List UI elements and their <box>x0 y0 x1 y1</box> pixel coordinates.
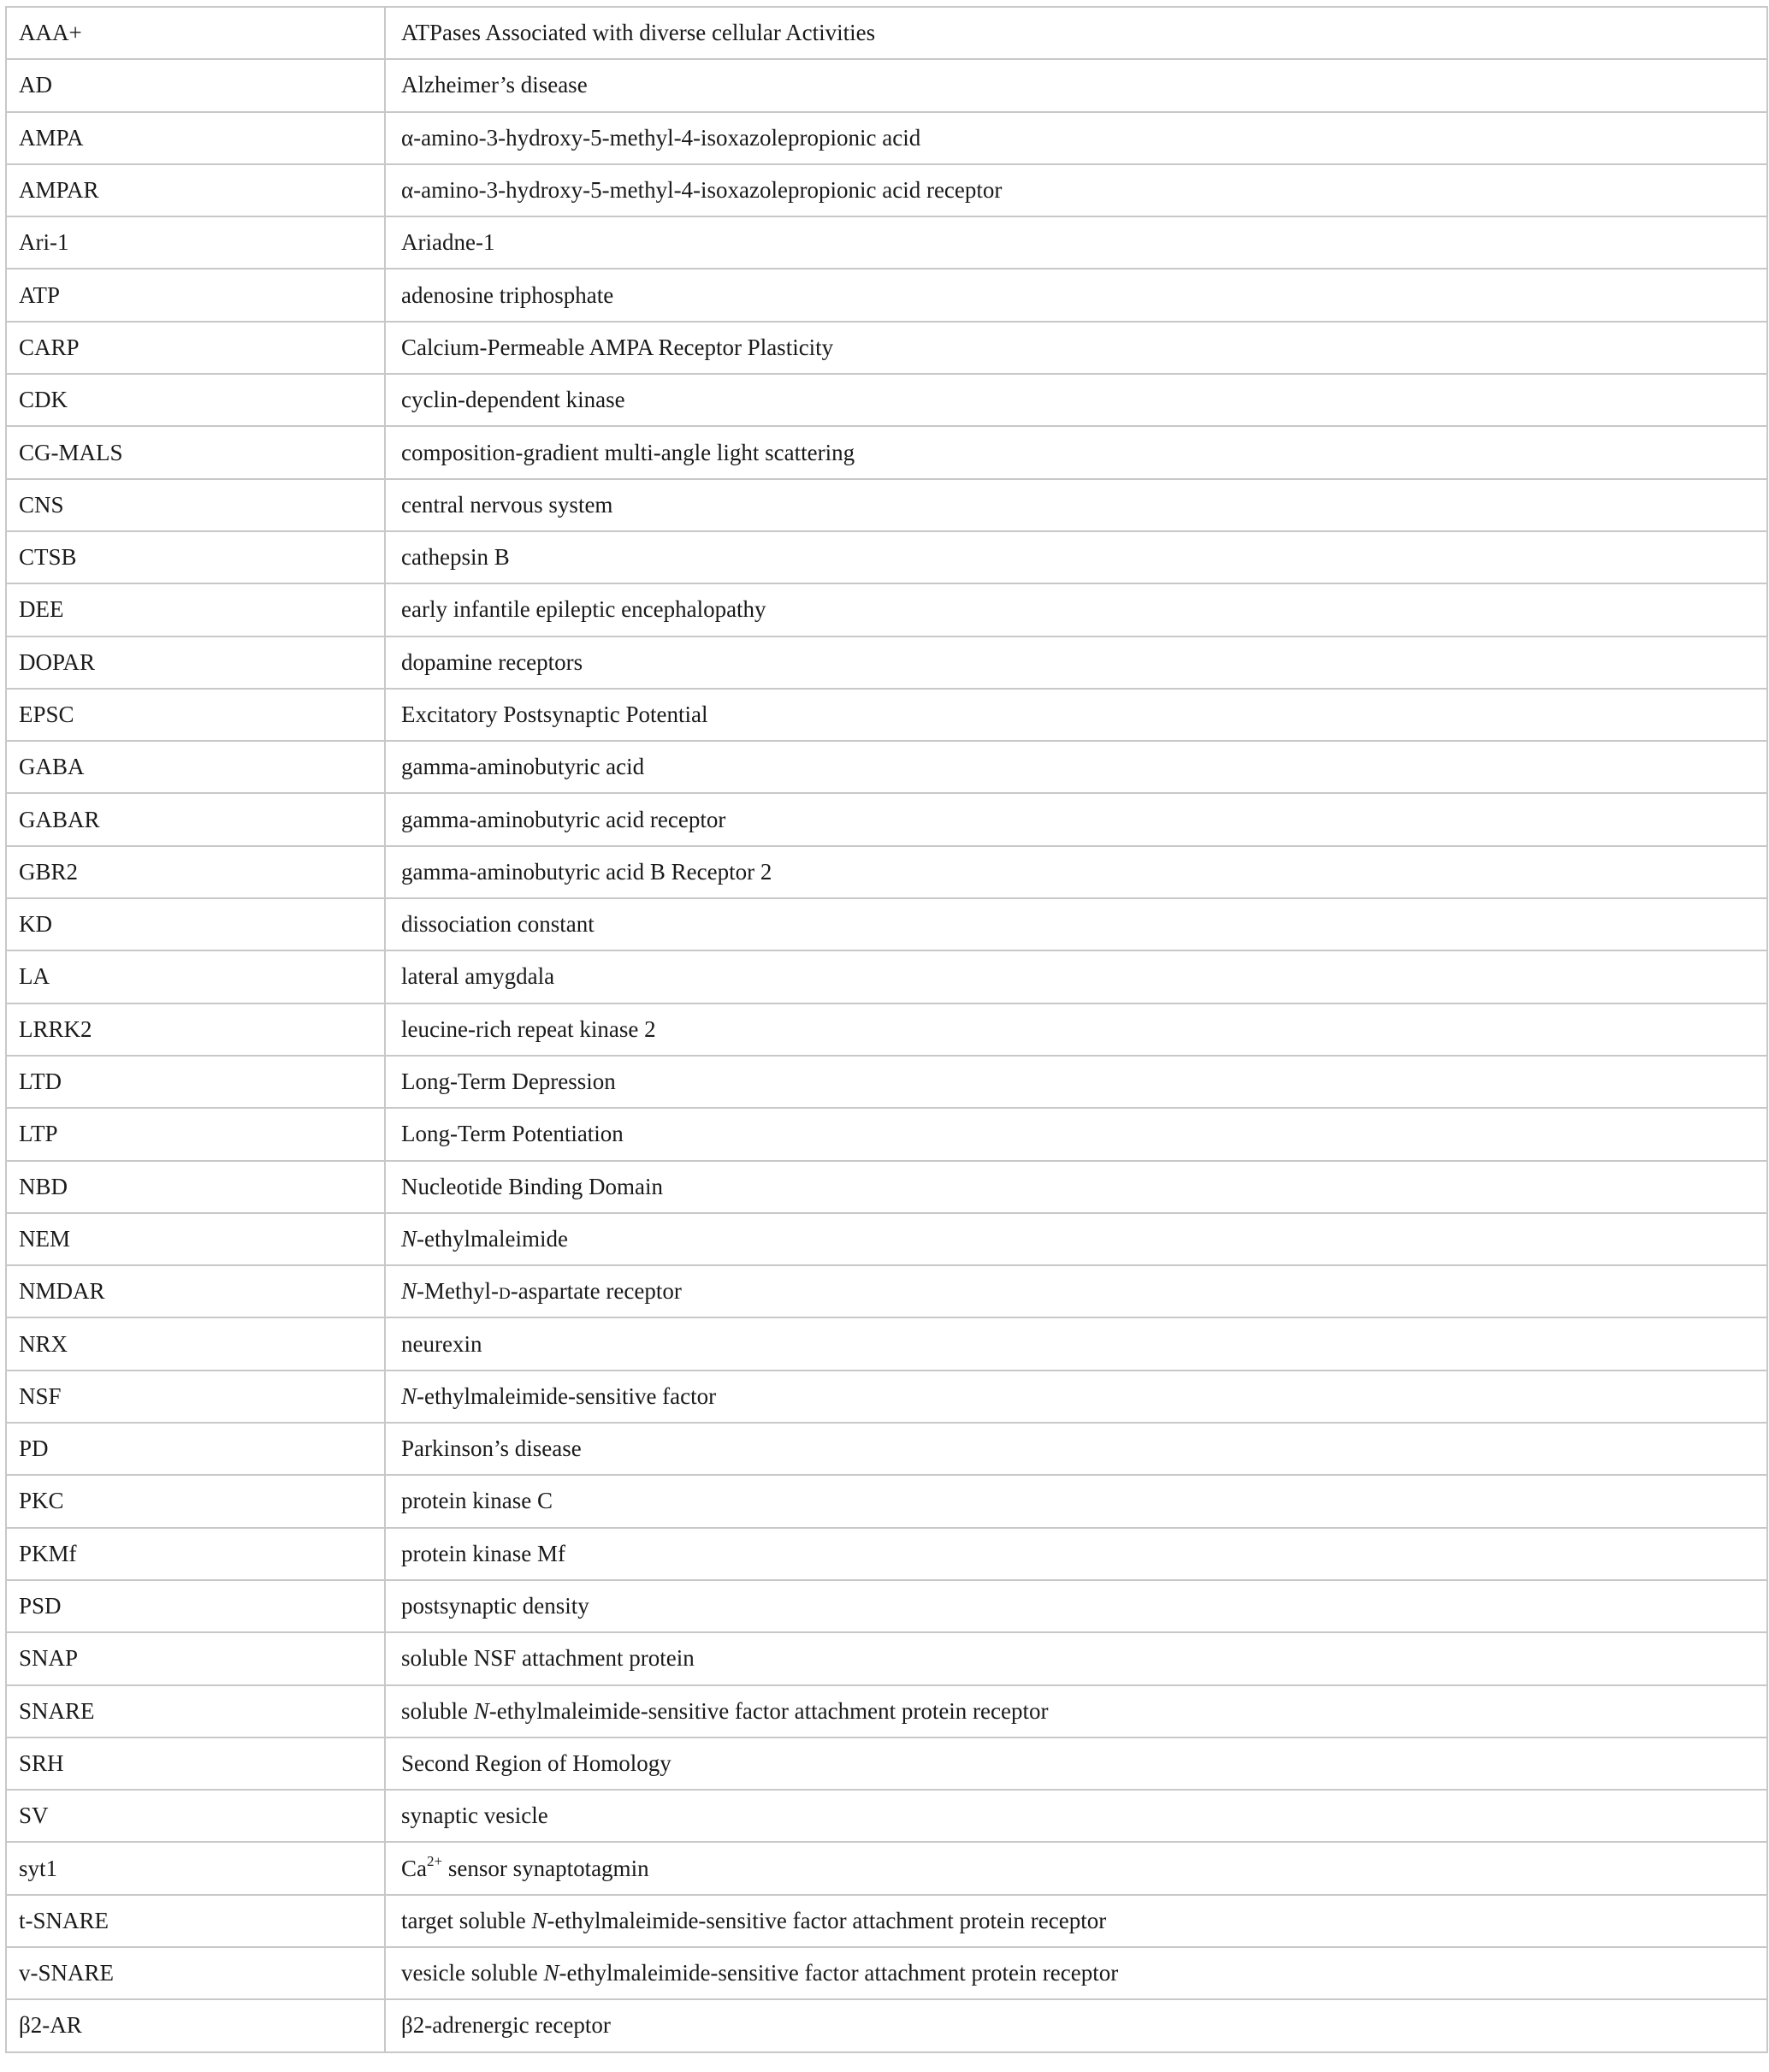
definition-text-segment: Excitatory Postsynaptic Potential <box>401 702 708 727</box>
table-row <box>6 636 1767 689</box>
table-row <box>6 1161 1767 1213</box>
definition-cell <box>385 1317 1767 1370</box>
table-row <box>6 1738 1767 1790</box>
table-row <box>6 1632 1767 1684</box>
abbreviation-cell: AMPA <box>6 112 385 164</box>
definition-cell <box>385 1790 1767 1842</box>
definition-italic-segment: N <box>401 1382 417 1409</box>
definition-cell <box>385 1475 1767 1527</box>
definition-cell <box>385 216 1767 269</box>
definition-text-segment: protein kinase C <box>401 1488 553 1514</box>
abbreviation-cell: KD <box>6 898 385 950</box>
abbreviation-cell: SNARE <box>6 1685 385 1738</box>
definition-cell <box>385 1265 1767 1317</box>
definition-text-segment: dissociation constant <box>401 911 595 938</box>
definition-cell <box>385 1842 1767 1894</box>
table-row <box>6 1213 1767 1265</box>
definition-text-segment: Parkinson’s disease <box>401 1436 582 1462</box>
definition-cell <box>385 479 1767 531</box>
definition-text-segment: protein kinase Mf <box>401 1540 565 1566</box>
abbreviation-cell: PD <box>6 1423 385 1475</box>
abbreviation-cell: β2-AR <box>6 1999 385 2051</box>
table-row <box>6 1475 1767 1527</box>
abbreviation-cell: LRRK2 <box>6 1003 385 1056</box>
definition-text-segment: Alzheimer’s disease <box>401 72 588 98</box>
definition-cell <box>385 636 1767 689</box>
definition-text-segment: cyclin-dependent kinase <box>401 387 625 413</box>
definition-cell <box>385 1895 1767 1947</box>
table-row <box>6 950 1767 1003</box>
abbreviation-cell: EPSC <box>6 689 385 741</box>
abbreviation-cell: Ari-1 <box>6 216 385 269</box>
definition-cell <box>385 898 1767 950</box>
table-row <box>6 741 1767 793</box>
definition-cell <box>385 164 1767 216</box>
abbreviation-cell: LA <box>6 950 385 1003</box>
table-row <box>6 1317 1767 1370</box>
definition-text-segment: ATPases Associated with diverse cellular Activities <box>401 20 876 46</box>
definition-italic-segment: N <box>401 1225 417 1252</box>
abbreviation-cell: SRH <box>6 1738 385 1790</box>
abbreviation-cell: DOPAR <box>6 636 385 689</box>
table-row <box>6 1842 1767 1894</box>
table-row <box>6 216 1767 269</box>
definition-cell <box>385 112 1767 164</box>
table-row <box>6 59 1767 111</box>
abbreviation-cell: GABA <box>6 741 385 793</box>
definition-cell <box>385 1528 1767 1580</box>
abbreviation-cell: AD <box>6 59 385 111</box>
definition-text-segment: β2-adrenergic receptor <box>401 2012 611 2039</box>
table-row <box>6 1265 1767 1317</box>
table-row <box>6 1685 1767 1738</box>
table-row <box>6 269 1767 321</box>
definition-text-segment: target soluble <box>401 1907 532 1933</box>
definition-text-segment: -ethylmaleimide-sensitive factor attachment protein receptor <box>559 1960 1119 1986</box>
abbreviation-cell: LTD <box>6 1056 385 1108</box>
abbreviation-cell: NSF <box>6 1370 385 1423</box>
definition-text-segment: gamma-aminobutyric acid B Receptor 2 <box>401 858 772 885</box>
definition-cell <box>385 583 1767 636</box>
table-row <box>6 1790 1767 1842</box>
abbreviations-table-body <box>6 7 1767 2052</box>
abbreviation-cell: DEE <box>6 583 385 636</box>
definition-text-segment: soluble NSF attachment protein <box>401 1645 695 1672</box>
abbreviation-cell: PKMf <box>6 1528 385 1580</box>
abbreviation-cell: LTP <box>6 1108 385 1160</box>
definition-text-segment: neurexin <box>401 1330 482 1357</box>
abbreviation-cell: ATP <box>6 269 385 321</box>
table-row <box>6 1895 1767 1947</box>
abbreviation-cell: NMDAR <box>6 1265 385 1317</box>
definition-text-segment: early infantile epileptic encephalopathy <box>401 596 766 623</box>
definition-text-segment: lateral amygdala <box>401 963 555 990</box>
table-row <box>6 1947 1767 1999</box>
definition-cell <box>385 1999 1767 2051</box>
abbreviation-cell: t-SNARE <box>6 1895 385 1947</box>
abbreviation-cell: GBR2 <box>6 846 385 898</box>
definition-text-segment: gamma-aminobutyric acid receptor <box>401 806 726 832</box>
definition-cell <box>385 1056 1767 1108</box>
abbreviation-cell: NRX <box>6 1317 385 1370</box>
definition-text-segment: central nervous system <box>401 491 613 518</box>
abbreviation-cell: NBD <box>6 1161 385 1213</box>
definition-text-segment: composition-gradient multi-angle light scattering <box>401 439 855 465</box>
definition-cell <box>385 322 1767 374</box>
definition-cell <box>385 1738 1767 1790</box>
abbreviation-cell: CARP <box>6 322 385 374</box>
table-row <box>6 1999 1767 2051</box>
definition-cell <box>385 1370 1767 1423</box>
definition-text-segment: postsynaptic density <box>401 1593 589 1619</box>
definition-text-segment: α-amino-3-hydroxy-5-methyl-4-isoxazolepropionic acid <box>401 124 921 151</box>
table-row <box>6 7 1767 59</box>
definition-italic-segment: N <box>473 1697 489 1724</box>
abbreviation-cell: AMPAR <box>6 164 385 216</box>
definition-small-caps-segment: d <box>499 1278 511 1305</box>
definition-cell <box>385 1580 1767 1632</box>
table-row <box>6 1056 1767 1108</box>
table-row <box>6 583 1767 636</box>
table-row <box>6 531 1767 583</box>
abbreviation-cell: CG-MALS <box>6 426 385 478</box>
definition-text-segment: adenosine triphosphate <box>401 281 614 308</box>
table-row <box>6 1528 1767 1580</box>
definition-cell <box>385 1003 1767 1056</box>
definition-cell <box>385 7 1767 59</box>
abbreviation-cell: v-SNARE <box>6 1947 385 1999</box>
definition-text-segment: Ariadne-1 <box>401 229 495 256</box>
definition-cell <box>385 1213 1767 1265</box>
abbreviation-cell: CDK <box>6 374 385 426</box>
table-row <box>6 164 1767 216</box>
definition-text-segment: Nucleotide Binding Domain <box>401 1173 663 1199</box>
table-row <box>6 426 1767 478</box>
definition-text-segment: -ethylmaleimide-sensitive factor attachment protein receptor <box>547 1907 1107 1933</box>
definition-italic-segment: N <box>531 1907 547 1933</box>
definition-text-segment: -ethylmaleimide-sensitive factor attachment protein receptor <box>488 1697 1049 1724</box>
abbreviation-cell: CTSB <box>6 531 385 583</box>
table-row <box>6 898 1767 950</box>
definition-text-segment: Second Region of Homology <box>401 1749 672 1776</box>
table-row <box>6 1003 1767 1056</box>
abbreviations-table-container <box>5 6 1766 2053</box>
definition-cell <box>385 531 1767 583</box>
table-row <box>6 1108 1767 1160</box>
abbreviation-cell: AAA+ <box>6 7 385 59</box>
definition-cell <box>385 689 1767 741</box>
table-row <box>6 112 1767 164</box>
table-row <box>6 1580 1767 1632</box>
definition-cell <box>385 1685 1767 1738</box>
definition-text-segment: soluble <box>401 1697 474 1724</box>
definition-text-segment: -Methyl- <box>417 1278 499 1305</box>
definition-cell <box>385 1423 1767 1475</box>
definition-cell <box>385 1161 1767 1213</box>
table-row <box>6 846 1767 898</box>
table-row <box>6 479 1767 531</box>
table-row <box>6 374 1767 426</box>
definition-cell <box>385 1947 1767 1999</box>
definition-text-segment: leucine-rich repeat kinase 2 <box>401 1015 656 1042</box>
definition-text-segment: synaptic vesicle <box>401 1803 548 1829</box>
abbreviation-cell: CNS <box>6 479 385 531</box>
definition-text-segment: vesicle soluble <box>401 1960 544 1986</box>
definition-cell <box>385 426 1767 478</box>
definition-cell <box>385 846 1767 898</box>
table-row <box>6 1370 1767 1423</box>
table-row <box>6 793 1767 845</box>
abbreviation-cell: GABAR <box>6 793 385 845</box>
definition-text-segment: Calcium-Permeable AMPA Receptor Plasticity <box>401 334 834 360</box>
definition-cell <box>385 1632 1767 1684</box>
definition-text-segment: -aspartate receptor <box>510 1278 682 1305</box>
definition-text-segment: Long-Term Potentiation <box>401 1121 624 1147</box>
definition-text-segment: Ca <box>401 1855 427 1881</box>
definition-text-segment: -ethylmaleimide-sensitive factor <box>417 1382 717 1409</box>
definition-superscript-segment: 2+ <box>427 1852 443 1869</box>
abbreviation-cell: PSD <box>6 1580 385 1632</box>
definition-italic-segment: N <box>401 1278 417 1305</box>
abbreviation-cell: PKC <box>6 1475 385 1527</box>
table-row <box>6 1423 1767 1475</box>
abbreviation-cell: SV <box>6 1790 385 1842</box>
definition-text-segment: Long-Term Depression <box>401 1069 616 1095</box>
abbreviation-cell: SNAP <box>6 1632 385 1684</box>
abbreviation-cell: syt1 <box>6 1842 385 1894</box>
definition-text-segment: cathepsin B <box>401 544 510 571</box>
definition-italic-segment: N <box>543 1960 559 1986</box>
definition-cell <box>385 59 1767 111</box>
table-row <box>6 689 1767 741</box>
definition-text-segment: -ethylmaleimide <box>417 1225 568 1252</box>
definition-cell <box>385 741 1767 793</box>
abbreviation-cell: NEM <box>6 1213 385 1265</box>
definition-text-segment: dopamine receptors <box>401 648 583 675</box>
definition-text-segment: gamma-aminobutyric acid <box>401 754 645 780</box>
definition-text-segment: sensor synaptotagmin <box>442 1855 649 1881</box>
definition-cell <box>385 793 1767 845</box>
definition-text-segment: α-amino-3-hydroxy-5-methyl-4-isoxazolepropionic acid receptor <box>401 177 1003 204</box>
definition-cell <box>385 269 1767 321</box>
definition-cell <box>385 374 1767 426</box>
abbreviations-table <box>5 6 1768 2053</box>
definition-cell <box>385 950 1767 1003</box>
definition-cell <box>385 1108 1767 1160</box>
table-row <box>6 322 1767 374</box>
